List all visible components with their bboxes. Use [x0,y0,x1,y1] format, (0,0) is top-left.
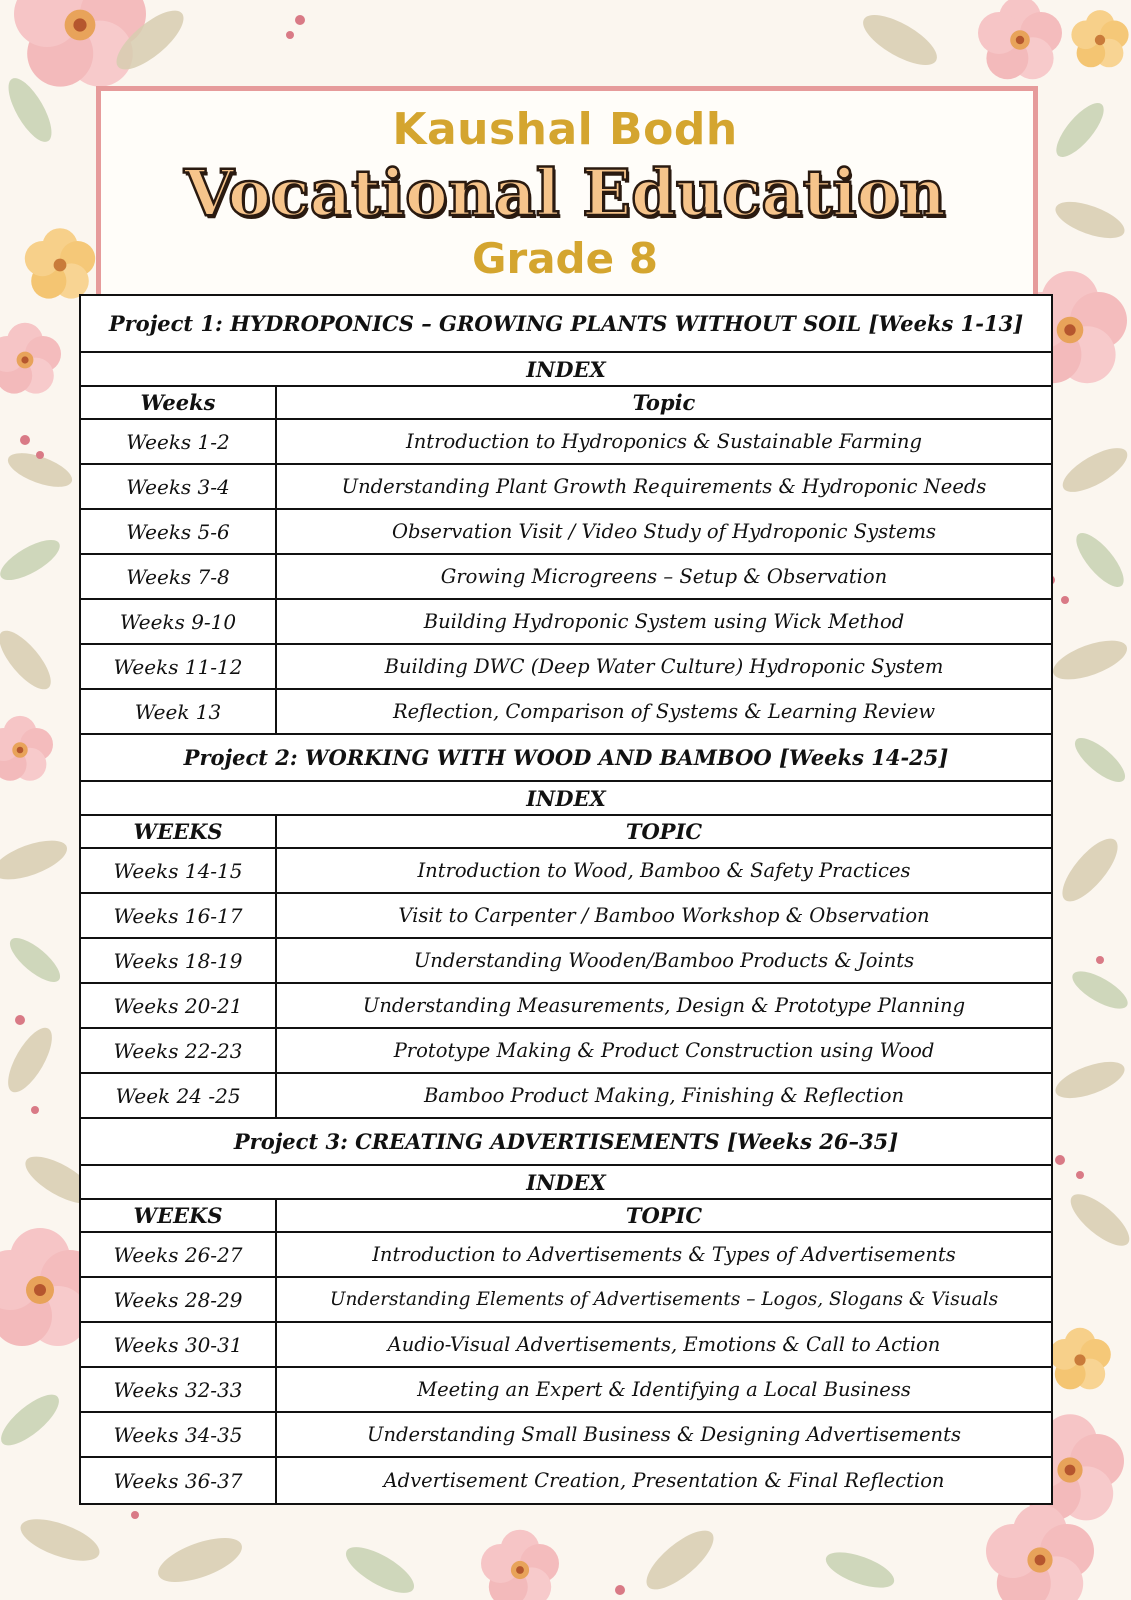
topic-cell: Understanding Measurements, Design & Prototype Planning [362,994,966,1017]
table-row [81,645,1051,690]
topic-cell: Advertisement Creation, Presentation & Final Reflection [383,1469,945,1492]
table-row [81,1413,1051,1458]
topic-cell: Prototype Making & Product Construction using Wood [393,1039,935,1062]
topic-cell: Building DWC (Deep Water Culture) Hydroponic System [384,655,944,678]
table-row [81,939,1051,984]
topic-cell: Building Hydroponic System using Wick Method [423,610,905,633]
topic-cell: Audio-Visual Advertisements, Emotions & Call to Action [387,1333,941,1356]
weeks-cell: Weeks 14-15 [81,849,277,892]
brand-title: Kaushal Bodh [392,104,738,155]
table-row [81,420,1051,465]
weeks-cell: Weeks 9-10 [81,600,277,643]
topic-cell: Observation Visit / Video Study of Hydroponic Systems [391,520,937,543]
index-row [81,782,1051,816]
topic-cell: Understanding Elements of Advertisements – Logos, Slogans & Visuals [329,1289,999,1310]
table-row [81,690,1051,735]
weeks-cell: Weeks 26-27 [81,1233,277,1276]
weeks-cell: Weeks 5-6 [81,510,277,553]
index-label: INDEX [526,1169,606,1195]
table-row [81,1323,1051,1368]
main-title: Vocational Education [184,156,946,231]
project-title: Project 2: WORKING WITH WOOD AND BAMBOO [Weeks 14-25] [183,745,949,770]
topic-cell: Understanding Plant Growth Requirements & Hydroponic Needs [341,475,987,498]
table-row [81,465,1051,510]
project-title: Project 1: HYDROPONICS – GROWING PLANTS WITHOUT SOIL [Weeks 1-13] [108,311,1024,336]
table-row [81,984,1051,1029]
table-row [81,894,1051,939]
topic-column-header: TOPIC [625,819,703,844]
weeks-cell: Weeks 7-8 [81,555,277,598]
table-row [81,600,1051,645]
weeks-cell: Weeks 28-29 [81,1278,277,1321]
weeks-column-header: Weeks [81,387,277,418]
topic-cell: Introduction to Hydroponics & Sustainable Farming [406,430,922,453]
weeks-cell: Weeks 1-2 [81,420,277,463]
index-label: INDEX [526,785,606,811]
project-title-row [81,296,1051,353]
project-title-row [81,1119,1051,1166]
topic-cell: Understanding Small Business & Designing Advertisements [367,1423,961,1446]
weeks-cell: Weeks 32-33 [81,1368,277,1411]
table-row [81,849,1051,894]
topic-cell: Reflection, Comparison of Systems & Learning Review [392,700,936,723]
topic-column-header: TOPIC [625,1203,703,1228]
table-row [81,1074,1051,1119]
weeks-column-header: WEEKS [81,1200,277,1231]
curriculum-index-table [79,294,1053,1505]
title-block [80,100,1050,284]
table-header-row [81,816,1051,849]
weeks-cell: Week 24 -25 [81,1074,277,1117]
weeks-cell: Week 13 [81,690,277,733]
topic-column-header: Topic [632,390,696,415]
index-row [81,353,1051,387]
weeks-cell: Weeks 36-37 [81,1458,277,1503]
weeks-column-header: WEEKS [81,816,277,847]
weeks-cell: Weeks 3-4 [81,465,277,508]
topic-cell: Understanding Wooden/Bamboo Products & Joints [413,949,915,972]
topic-cell: Introduction to Wood, Bamboo & Safety Practices [417,859,911,882]
table-row [81,1233,1051,1278]
table-row [81,1278,1051,1323]
weeks-cell: Weeks 34-35 [81,1413,277,1456]
table-row [81,1029,1051,1074]
grade-title: Grade 8 [472,234,658,283]
table-row [81,510,1051,555]
weeks-cell: Weeks 16-17 [81,894,277,937]
table-row [81,555,1051,600]
weeks-cell: Weeks 18-19 [81,939,277,982]
weeks-cell: Weeks 22-23 [81,1029,277,1072]
topic-cell: Meeting an Expert & Identifying a Local Business [417,1378,911,1401]
table-row [81,1368,1051,1413]
table-header-row [81,387,1051,420]
topic-cell: Bamboo Product Making, Finishing & Reflection [423,1084,905,1107]
weeks-cell: Weeks 11-12 [81,645,277,688]
project-title: Project 3: CREATING ADVERTISEMENTS [Weeks 26–35] [233,1129,899,1154]
index-label: INDEX [526,356,606,382]
topic-cell: Introduction to Advertisements & Types of Advertisements [372,1243,956,1266]
table-header-row [81,1200,1051,1233]
topic-cell: Growing Microgreens – Setup & Observation [440,565,888,588]
weeks-cell: Weeks 30-31 [81,1323,277,1366]
weeks-cell: Weeks 20-21 [81,984,277,1027]
project-title-row [81,735,1051,782]
index-row [81,1166,1051,1200]
topic-cell: Visit to Carpenter / Bamboo Workshop & Observation [398,904,930,927]
table-row [81,1458,1051,1503]
